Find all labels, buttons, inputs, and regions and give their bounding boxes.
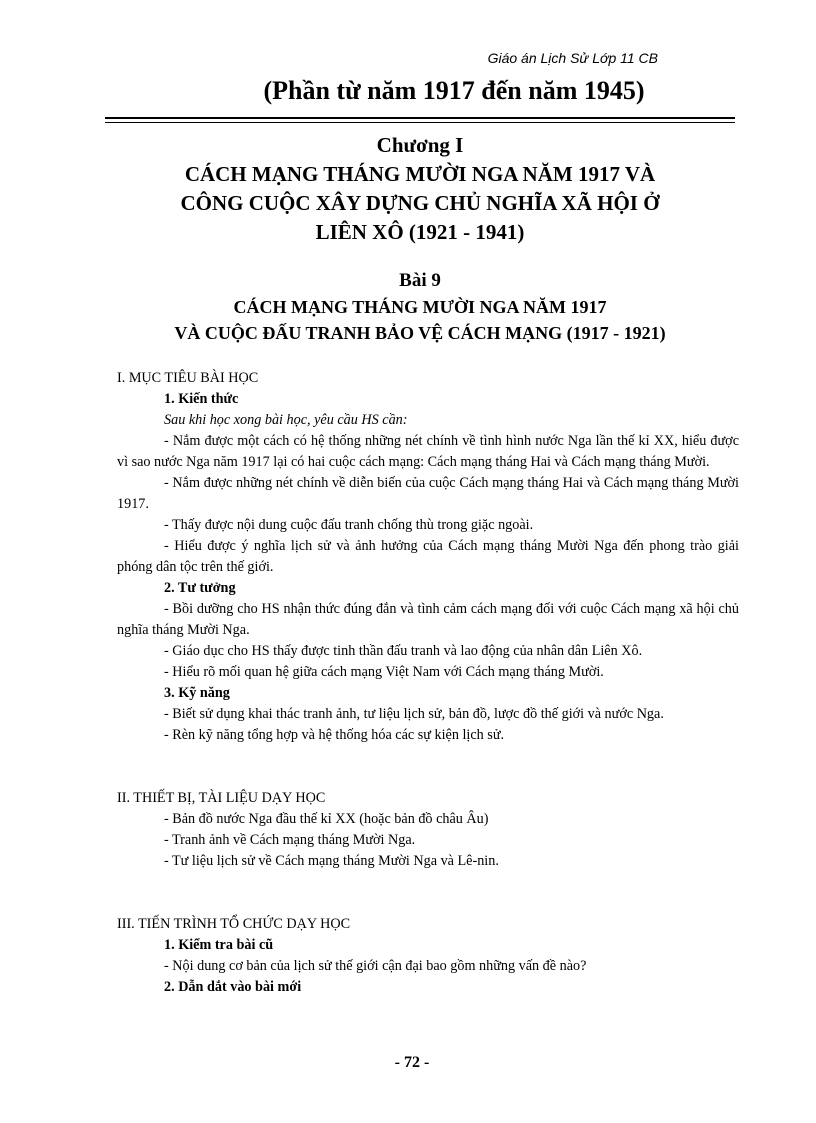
chapter-title-line: CÁCH MẠNG THÁNG MƯỜI NGA NĂM 1917 VÀ bbox=[184, 162, 656, 186]
lesson-heading bbox=[105, 268, 735, 346]
lesson-title-line: VÀ CUỘC ĐẤU TRANH BẢO VỆ CÁCH MẠNG (1917 - 1921) bbox=[174, 323, 666, 343]
list-item: - Nắm được một cách có hệ thống những nét chính về tình hình nước Nga lần thế kỉ XX, hiểu được vì sao nước Nga năm 1917 lại có hai cuộc cách mạng: Cách mạng tháng Hai và Cách mạng tháng Mười. bbox=[117, 433, 739, 470]
list-item: - Nắm được những nét chính về diễn biến của cuộc Cách mạng tháng Hai và Cách mạng tháng Mười 1917. bbox=[117, 475, 739, 512]
chapter-heading bbox=[105, 131, 735, 247]
lesson-label: Bài 9 bbox=[399, 270, 441, 291]
section-heading: III. TIẾN TRÌNH TỔ CHỨC DẠY HỌC bbox=[117, 916, 351, 932]
chapter-title-line: LIÊN XÔ (1921 - 1941) bbox=[315, 220, 525, 244]
subsection-title: 1. Kiểm tra bài cũ bbox=[164, 937, 274, 953]
section-heading: I. MỤC TIÊU BÀI HỌC bbox=[117, 370, 259, 386]
list-item: - Tư liệu lịch sử về Cách mạng tháng Mười Nga và Lê-nin. bbox=[164, 853, 499, 869]
title-divider-thick bbox=[105, 117, 735, 119]
subsection-title: 3. Kỹ năng bbox=[164, 685, 230, 701]
page-number: - 72 - bbox=[394, 1054, 430, 1071]
section-heading: II. THIẾT BỊ, TÀI LIỆU DẠY HỌC bbox=[117, 790, 326, 806]
subsection-title: 2. Dẫn dắt vào bài mới bbox=[164, 979, 302, 995]
list-item: - Nội dung cơ bản của lịch sử thế giới cận đại bao gồm những vấn đề nào? bbox=[164, 958, 587, 974]
chapter-title-line: CÔNG CUỘC XÂY DỰNG CHỦ NGHĨA XÃ HỘI Ở bbox=[180, 191, 660, 215]
subsection-title: 1. Kiến thức bbox=[164, 391, 239, 407]
part-title: (Phần từ năm 1917 đến năm 1945) bbox=[263, 76, 645, 105]
subsection-intro: Sau khi học xong bài học, yêu cầu HS cần: bbox=[164, 412, 408, 428]
list-item: - Bản đồ nước Nga đầu thế kỉ XX (hoặc bản đồ châu Âu) bbox=[164, 811, 489, 827]
lesson-title-line: CÁCH MẠNG THÁNG MƯỜI NGA NĂM 1917 bbox=[233, 297, 607, 317]
list-item: - Biết sử dụng khai thác tranh ảnh, tư liệu lịch sử, bản đồ, lược đồ thế giới và nước Nga. bbox=[164, 706, 664, 722]
subsection-title: 2. Tư tưởng bbox=[164, 580, 236, 596]
chapter-label: Chương I bbox=[376, 133, 464, 157]
document-header: Giáo án Lịch Sử Lớp 11 CB bbox=[487, 50, 658, 66]
list-item: - Thấy được nội dung cuộc đấu tranh chống thù trong giặc ngoài. bbox=[164, 517, 534, 533]
list-item: - Hiểu rõ mối quan hệ giữa cách mạng Việt Nam với Cách mạng tháng Mười. bbox=[164, 664, 604, 680]
title-divider-thin bbox=[105, 122, 735, 123]
list-item: - Hiểu được ý nghĩa lịch sử và ảnh hưởng của Cách mạng tháng Mười Nga đến phong trào giải phóng dân tộc trên thế giới. bbox=[117, 538, 739, 575]
list-item: - Giáo dục cho HS thấy được tinh thần đấu tranh và lao động của nhân dân Liên Xô. bbox=[164, 643, 643, 659]
list-item: - Bồi dưỡng cho HS nhận thức đúng đắn và tình cảm cách mạng đối với cuộc Cách mạng xã hội chủ nghĩa tháng Mười Nga. bbox=[117, 601, 739, 638]
lesson-body bbox=[117, 368, 739, 998]
list-item: - Tranh ảnh về Cách mạng tháng Mười Nga. bbox=[164, 832, 416, 848]
list-item: - Rèn kỹ năng tổng hợp và hệ thống hóa các sự kiện lịch sử. bbox=[164, 727, 505, 743]
